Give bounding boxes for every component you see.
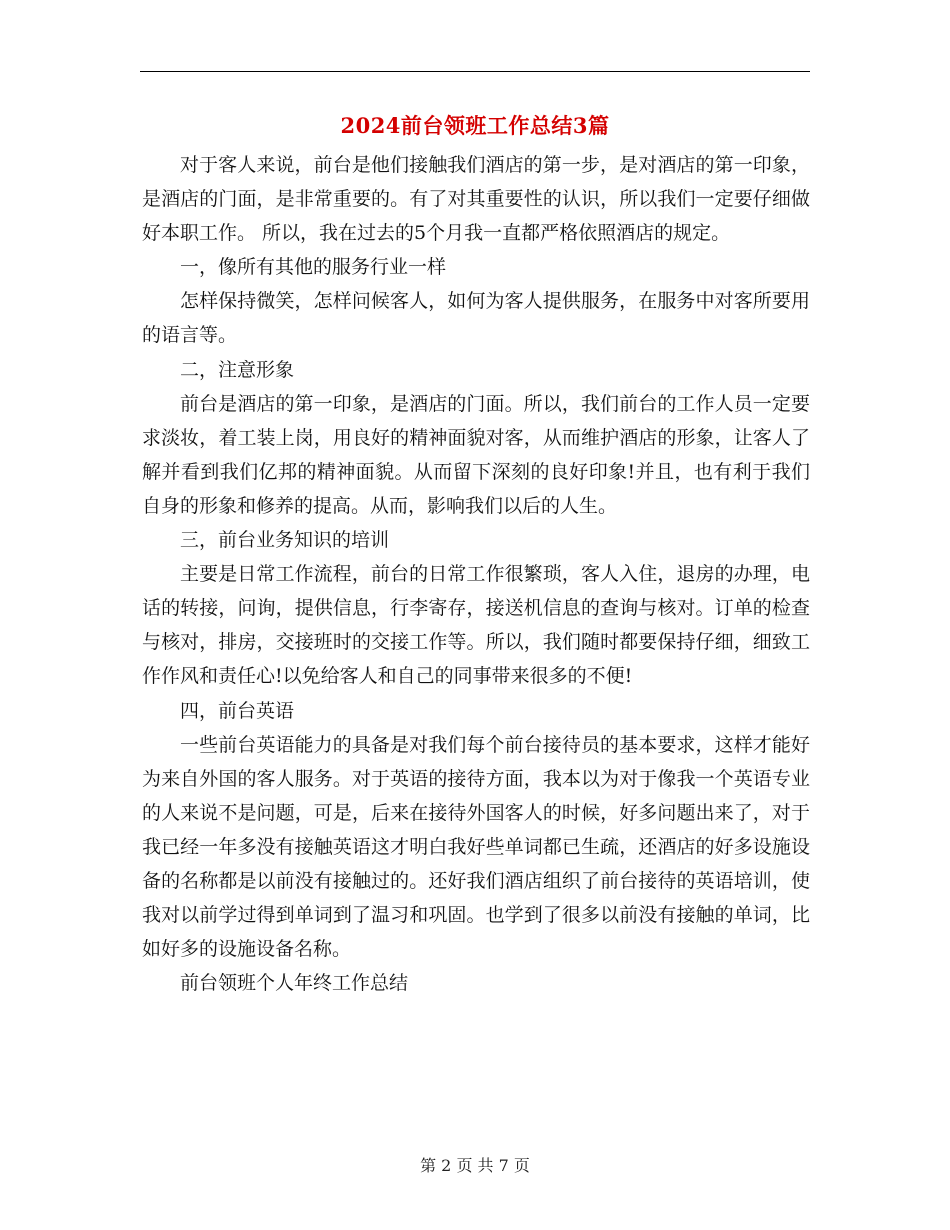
paragraph-training: 主要是日常工作流程，前台的日常工作很繁琐，客人入住，退房的办理，电话的转接，问询，提供信息，行李寄存，接送机信息的查询与核对。订单的检查与核对，排房，交接班时的交接工作等。所以，我们随时都要保持仔细，细致工作作风和责任心!以免给客人和自己的同事带来很多的不便! [142, 563, 810, 688]
section-heading-1: 一，像所有其他的服务行业一样 [180, 256, 447, 279]
section-heading-4: 四，前台英语 [180, 699, 295, 722]
paragraph-service: 怎样保持微笑，怎样问候客人，如何为客人提供服务，在服务中对客所要用的语言等。 [142, 290, 810, 347]
document-body [142, 148, 810, 1000]
page-footer: 第 2 页 共 7 页 [420, 1156, 530, 1175]
section-heading-3: 三，前台业务知识的培训 [180, 529, 390, 552]
paragraph-image: 前台是酒店的第一印象，是酒店的门面。所以，我们前台的工作人员一定要求淡妆，着工装上岗，用良好的精神面貌对客，从而维护酒店的形象，让客人了解并看到我们亿邦的精神面貌。从而留下深刻的良好印象!并且，也有利于我们自身的形象和修养的提高。从而，影响我们以后的人生。 [142, 392, 810, 517]
document-title: 2024前台领班工作总结3篇 [340, 113, 610, 138]
subsection-title: 前台领班个人年终工作总结 [180, 972, 409, 995]
paragraph-intro: 对于客人来说，前台是他们接触我们酒店的第一步，是对酒店的第一印象，是酒店的门面，是非常重要的。有了对其重要性的认识，所以我们一定要仔细做好本职工作。 所以，我在过去的5个月我一直都严格依照酒店的规定。 [142, 154, 810, 245]
paragraph-english: 一些前台英语能力的具备是对我们每个前台接待员的基本要求，这样才能好为来自外国的客人服务。对于英语的接待方面，我本以为对于像我一个英语专业的人来说不是问题，可是，后来在接待外国客人的时候，好多问题出来了，对于我已经一年多没有接触英语这才明白我好些单词都已生疏，还酒店的好多设施设备的名称都是以前没有接触过的。还好我们酒店组织了前台接待的英语培训，使我对以前学过得到单词到了温习和巩固。也学到了很多以前没有接触的单词，比如好多的设施设备名称。 [142, 733, 810, 961]
section-heading-2: 二，注意形象 [180, 358, 295, 381]
header-rule [140, 71, 810, 72]
